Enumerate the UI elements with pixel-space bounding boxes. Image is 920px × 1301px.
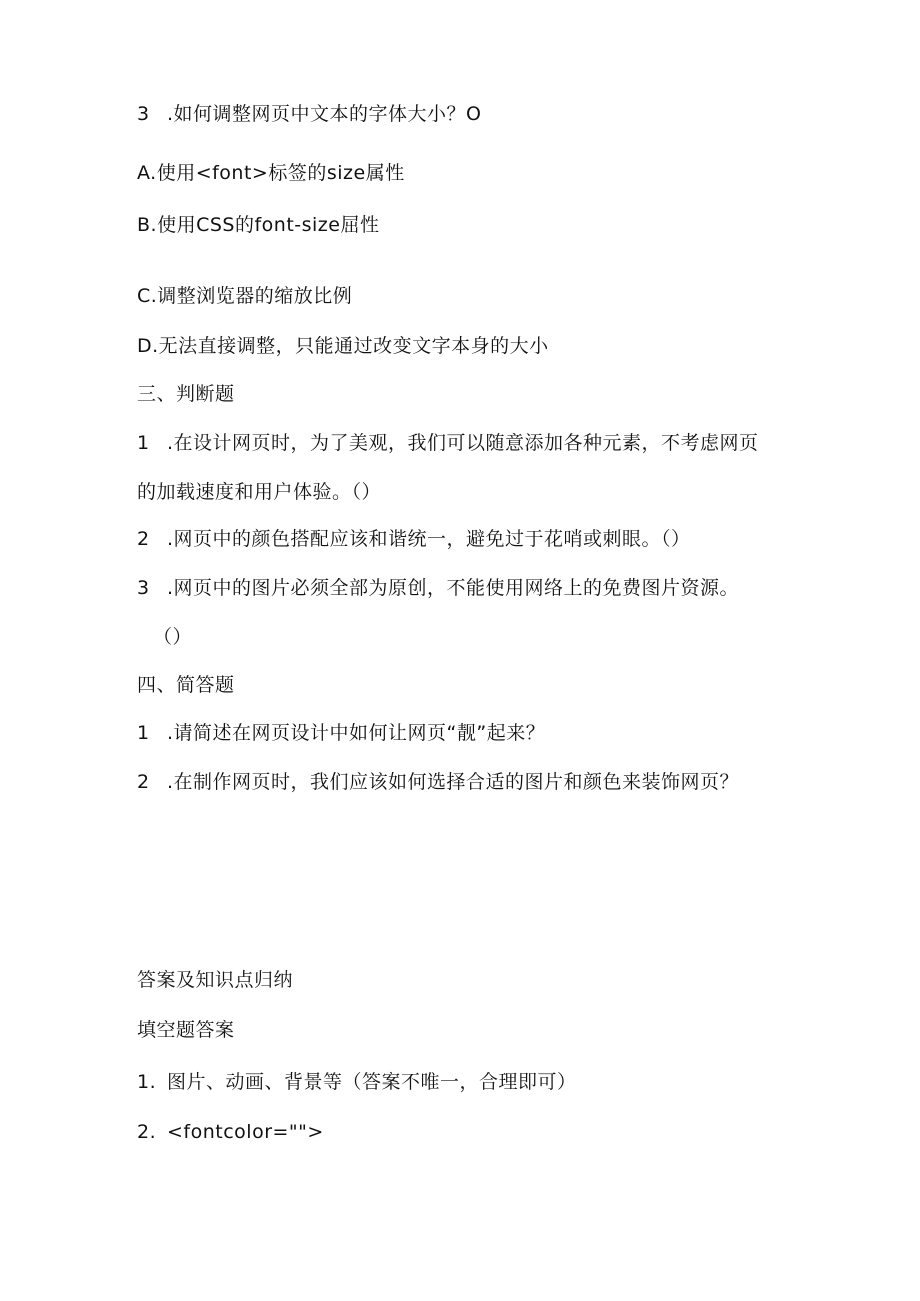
- question-number: 3: [137, 103, 150, 125]
- item-number: 1: [137, 722, 150, 744]
- item-number: 2.: [137, 1121, 157, 1143]
- answers-title: 答案及知识点归纳: [137, 969, 294, 991]
- item-text: .网页中的颜色搭配应该和谐统一，避免过于花哨或刺眼。（）: [167, 528, 691, 550]
- item-number: 3: [137, 577, 150, 599]
- sa-item-2: [137, 769, 739, 795]
- question-3-stem: [137, 101, 482, 127]
- question-text: .如何调整网页中文本的字体大小？O: [167, 103, 482, 125]
- tf-item-1: [137, 430, 759, 456]
- section-title: 四、简答题: [137, 674, 235, 696]
- item-number: 2: [137, 771, 150, 793]
- answer-item-1: [137, 1069, 577, 1095]
- section-title: 三、判断题: [137, 383, 235, 405]
- option-d: D.无法直接调整，只能通过改变文字本身的大小: [137, 335, 549, 357]
- tf-item-3-cont: （）: [153, 626, 193, 648]
- tf-item-1-cont: 的加载速度和用户体验。（）: [137, 481, 382, 503]
- item-text: .网页中的图片必须全部为原创，不能使用网络上的免费图片资源。: [167, 577, 740, 599]
- tf-item-2: [137, 526, 691, 552]
- item-text: <fontcolor="">: [167, 1121, 324, 1143]
- item-text: 图片、动画、背景等（答案不唯一，合理即可）: [167, 1071, 577, 1093]
- option-c: C.调整浏览器的缩放比例: [137, 285, 353, 307]
- item-text: .在设计网页时，为了美观，我们可以随意添加各种元素，不考虑网页: [167, 432, 759, 454]
- item-number: 1: [137, 432, 150, 454]
- sa-item-1: [137, 720, 545, 746]
- option-b: B.使用CSS的font-size屈性: [137, 214, 380, 236]
- option-a: A.使用<font>标签的size属性: [137, 162, 405, 184]
- item-number: 2: [137, 528, 150, 550]
- answer-item-2: [137, 1119, 324, 1145]
- tf-item-3: [137, 575, 739, 601]
- item-number: 1.: [137, 1071, 157, 1093]
- item-text: .请简述在网页设计中如何让网页“靓”起来？: [167, 722, 546, 744]
- item-text: .在制作网页时，我们应该如何选择合适的图片和颜色来装饰网页？: [167, 771, 740, 793]
- answers-subtitle: 填空题答案: [137, 1019, 235, 1041]
